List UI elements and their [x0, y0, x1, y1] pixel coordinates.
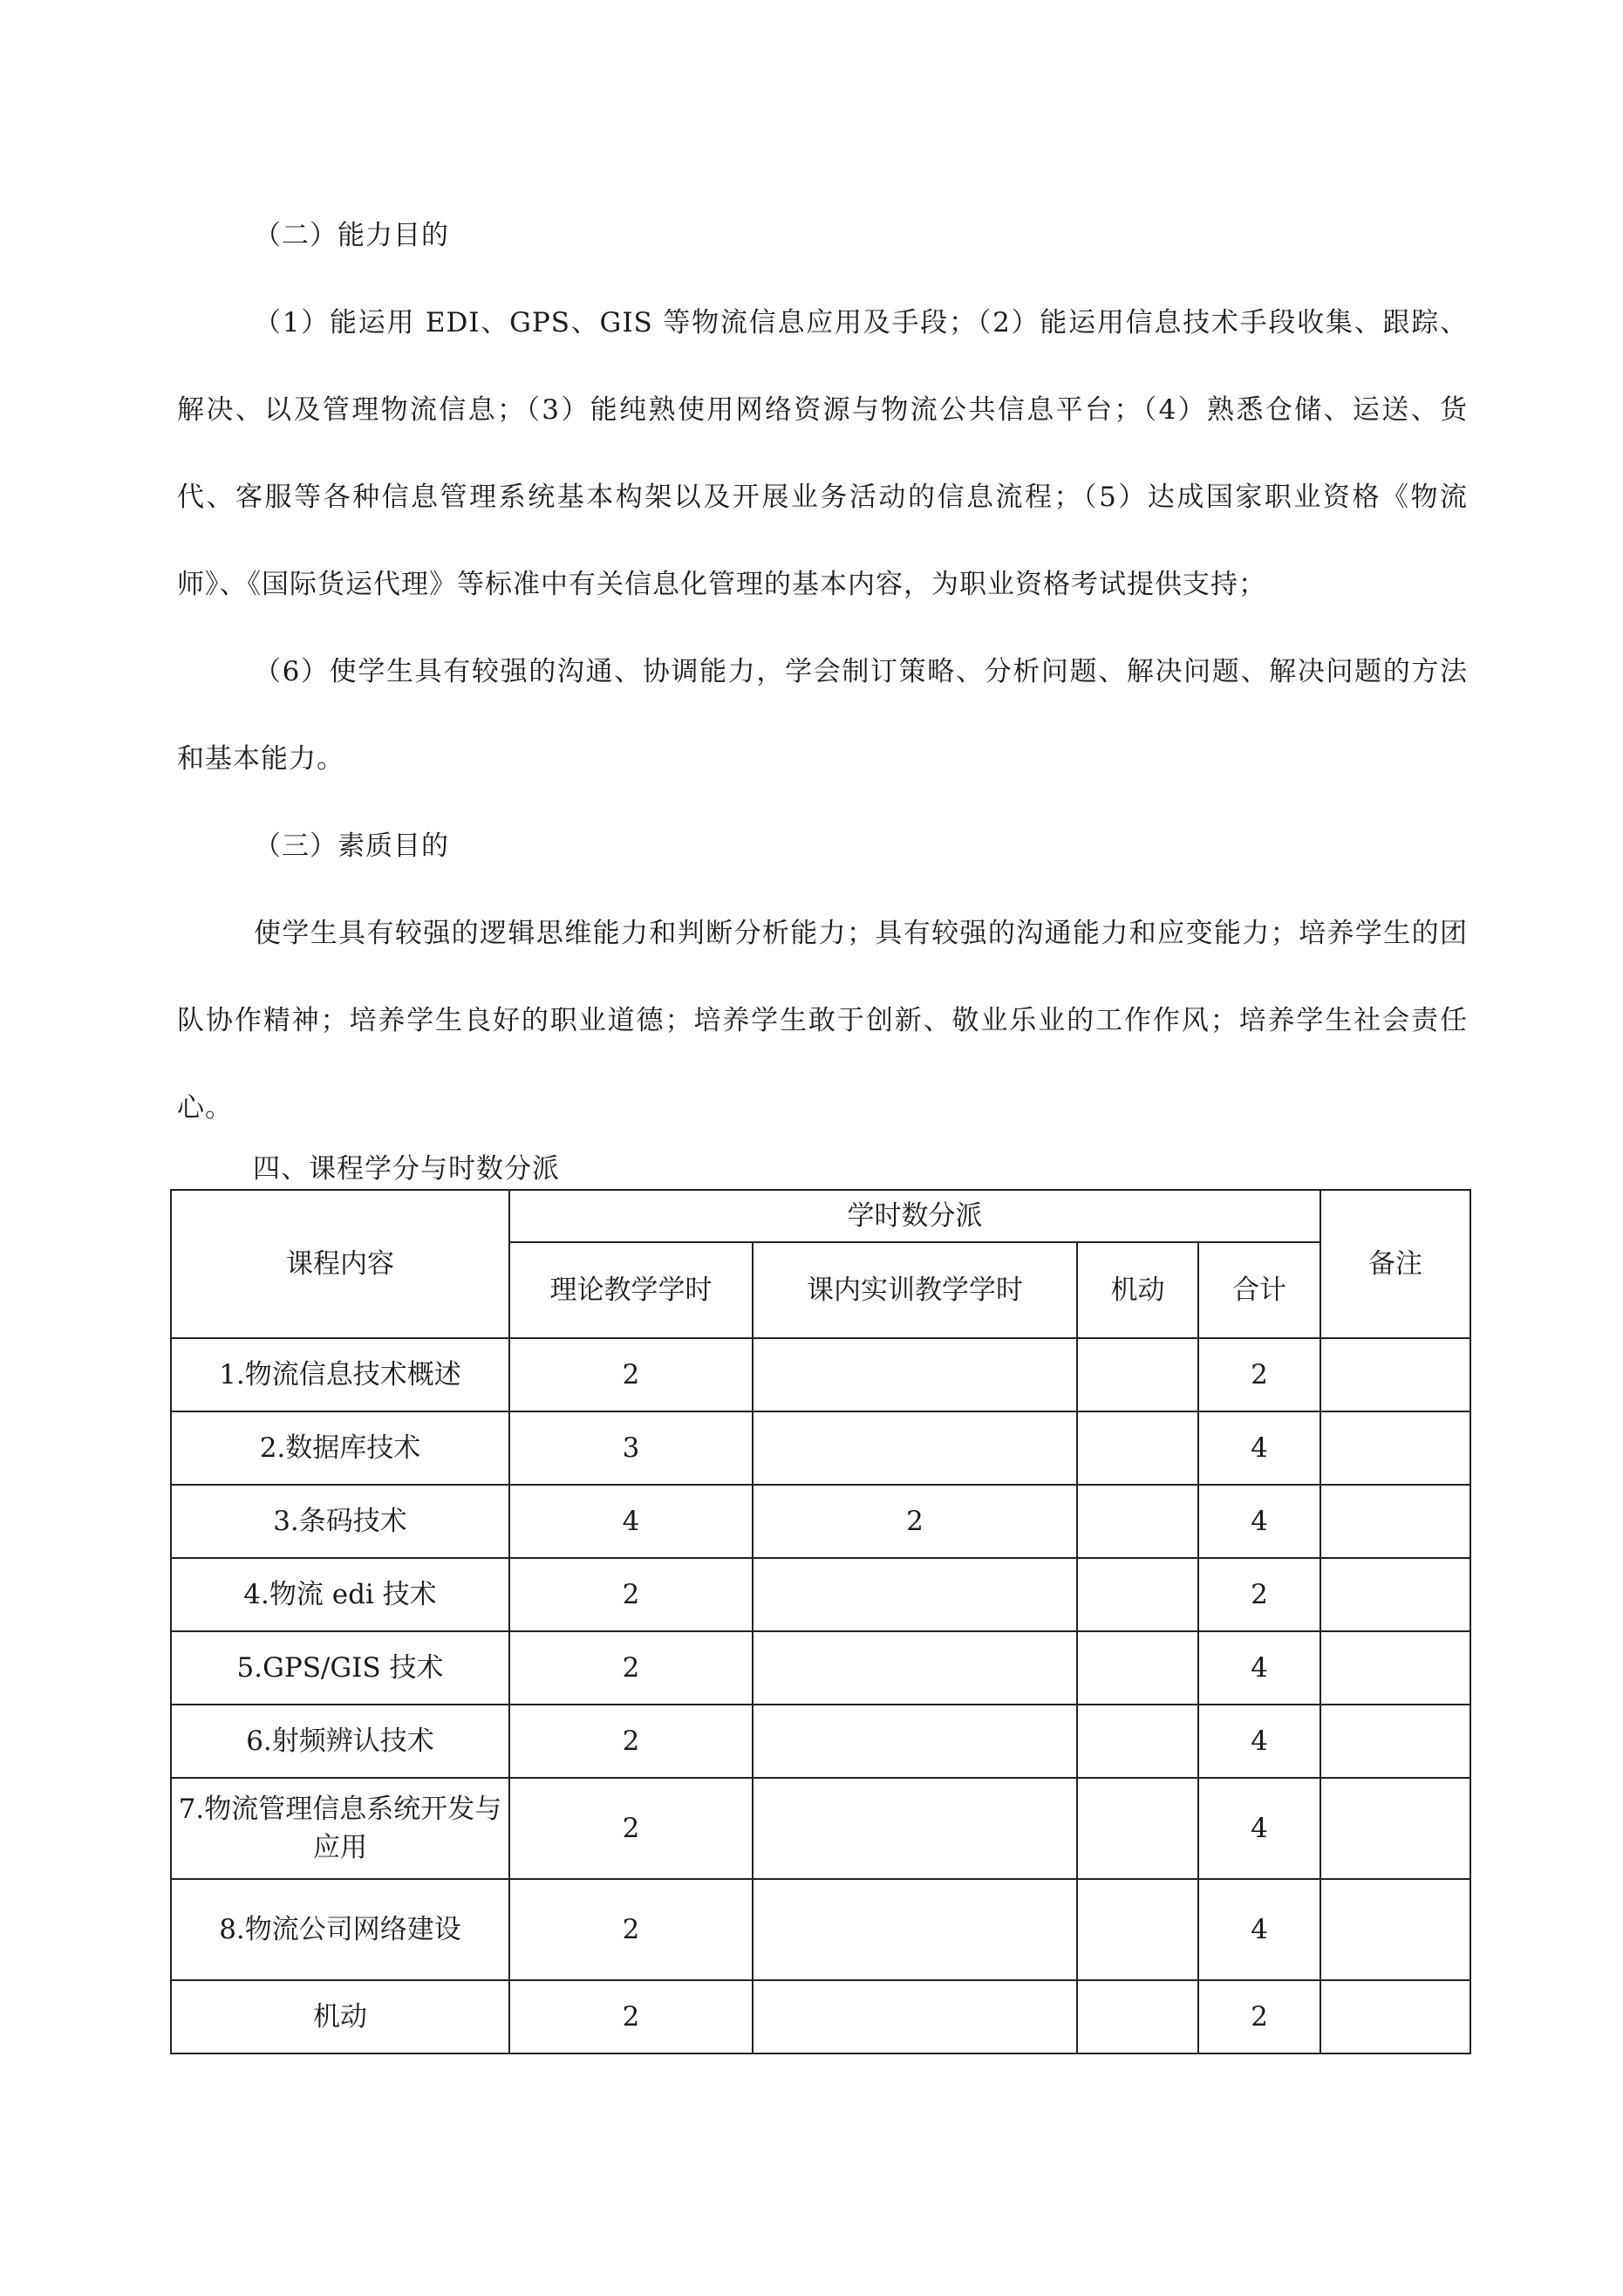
row-practice [753, 1778, 1077, 1879]
row-course-name: 1.物流信息技术概述 [171, 1338, 509, 1411]
quality-heading: （三）素质目的 [254, 830, 449, 862]
row-theory: 2 [509, 1705, 753, 1778]
table-header-row [171, 1190, 1470, 1242]
row-remark [1320, 1338, 1470, 1411]
header-practice-hours: 课内实训教学学时 [753, 1242, 1077, 1338]
header-theory-hours: 理论教学学时 [509, 1242, 753, 1338]
header-total: 合计 [1198, 1242, 1320, 1338]
row-flex [1077, 1705, 1198, 1778]
row-flex [1077, 1558, 1198, 1631]
row-course-name: 8.物流公司网络建设 [171, 1879, 509, 1980]
table-row [171, 1411, 1470, 1485]
row-remark [1320, 1631, 1470, 1705]
row-total: 4 [1198, 1879, 1320, 1980]
row-practice [753, 1705, 1077, 1778]
row-practice [753, 1411, 1077, 1485]
course-hours-table [170, 1189, 1471, 2054]
row-flex [1077, 1338, 1198, 1411]
table-row [171, 1778, 1470, 1879]
row-remark [1320, 1705, 1470, 1778]
row-practice [753, 1980, 1077, 2053]
row-course-name: 4.物流 edi 技术 [171, 1558, 509, 1631]
ability-paragraph-1: （1）能运用 EDI、GPS、GIS 等物流信息应用及手段；（2）能运用信息技术手段收集、跟踪、解决、以及管理物流信息；（3）能纯熟使用网络资源与物流公共信息平台；（4）熟悉仓储、运送、货代、客服等各种信息管理系统基本构架以及开展业务活动的信息流程；（5）达成国家职业资格《物流师》、《国际货运代理》等标准中有关信息化管理的基本内容，为职业资格考试提供支持； [177, 307, 1468, 600]
row-remark [1320, 1558, 1470, 1631]
table-row [171, 1558, 1470, 1631]
objectives-text [177, 192, 1468, 1151]
table-row [171, 1631, 1470, 1705]
row-theory: 2 [509, 1879, 753, 1980]
row-course-name: 5.GPS/GIS 技术 [171, 1631, 509, 1705]
row-total: 4 [1198, 1485, 1320, 1558]
row-flex [1077, 1778, 1198, 1879]
row-course-name: 6.射频辨认技术 [171, 1705, 509, 1778]
row-total: 4 [1198, 1705, 1320, 1778]
row-practice [753, 1879, 1077, 1980]
row-remark [1320, 1485, 1470, 1558]
row-course-name: 7.物流管理信息系统开发与应用 [171, 1778, 509, 1879]
row-practice [753, 1338, 1077, 1411]
row-total: 4 [1198, 1778, 1320, 1879]
row-theory: 2 [509, 1631, 753, 1705]
row-course-name: 机动 [171, 1980, 509, 2053]
row-total: 2 [1198, 1980, 1320, 2053]
row-course-name: 2.数据库技术 [171, 1411, 509, 1485]
row-total: 4 [1198, 1411, 1320, 1485]
row-remark [1320, 1778, 1470, 1879]
row-remark [1320, 1879, 1470, 1980]
ability-heading: （二）能力目的 [254, 220, 449, 251]
row-theory: 3 [509, 1411, 753, 1485]
row-course-name: 3.条码技术 [171, 1485, 509, 1558]
row-theory: 2 [509, 1558, 753, 1631]
header-course-content: 课程内容 [171, 1190, 509, 1338]
row-theory: 4 [509, 1485, 753, 1558]
row-flex [1077, 1485, 1198, 1558]
table-row [171, 1705, 1470, 1778]
row-practice: 2 [753, 1485, 1077, 1558]
header-flex: 机动 [1077, 1242, 1198, 1338]
row-remark [1320, 1980, 1470, 2053]
row-remark [1320, 1411, 1470, 1485]
row-theory: 2 [509, 1778, 753, 1879]
header-hours-allocation: 学时数分派 [509, 1190, 1320, 1242]
table-section-title: 四、课程学分与时数分派 [253, 1153, 560, 1185]
row-total: 2 [1198, 1338, 1320, 1411]
row-practice [753, 1558, 1077, 1631]
table-row [171, 1485, 1470, 1558]
row-theory: 2 [509, 1980, 753, 2053]
header-remark: 备注 [1320, 1190, 1470, 1338]
row-flex [1077, 1411, 1198, 1485]
table-row [171, 1980, 1470, 2053]
row-total: 4 [1198, 1631, 1320, 1705]
row-flex [1077, 1879, 1198, 1980]
table-row [171, 1879, 1470, 1980]
row-flex [1077, 1980, 1198, 2053]
quality-paragraph: 使学生具有较强的逻辑思维能力和判断分析能力；具有较强的沟通能力和应变能力；培养学生的团队协作精神；培养学生良好的职业道德；培养学生敢于创新、敬业乐业的工作作风；培养学生社会责任心。 [177, 918, 1468, 1124]
table-row [171, 1338, 1470, 1411]
row-theory: 2 [509, 1338, 753, 1411]
row-flex [1077, 1631, 1198, 1705]
row-total: 2 [1198, 1558, 1320, 1631]
ability-paragraph-2: （6）使学生具有较强的沟通、协调能力，学会制订策略、分析问题、解决问题、解决问题的方法和基本能力。 [177, 656, 1468, 775]
row-practice [753, 1631, 1077, 1705]
